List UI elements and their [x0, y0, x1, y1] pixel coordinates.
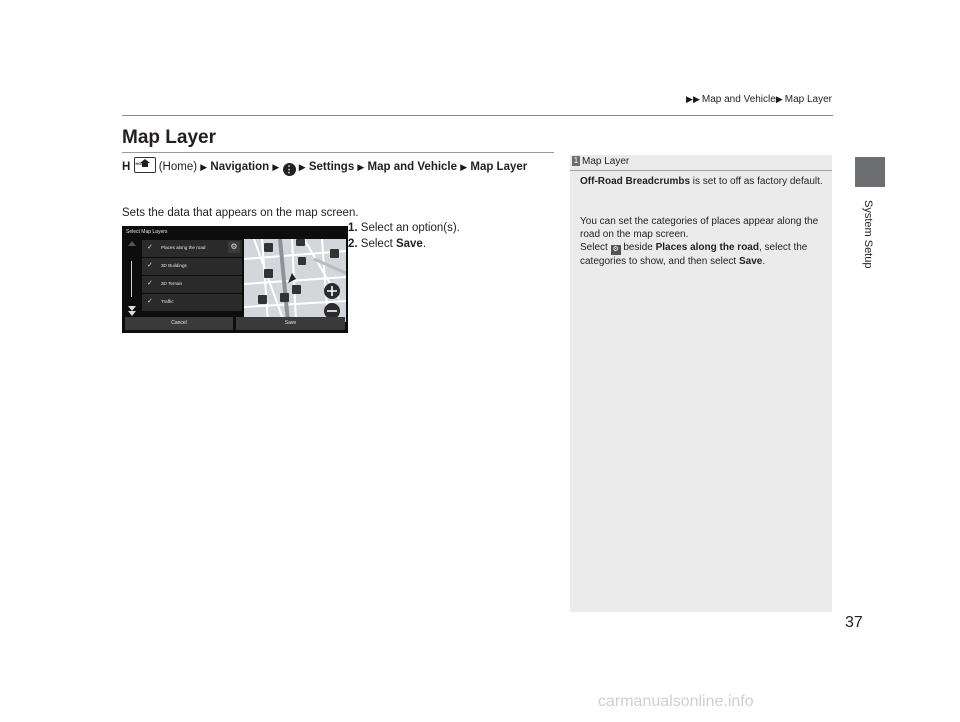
note-p2-save: Save: [739, 256, 763, 267]
step-2-post: .: [422, 238, 427, 250]
header-divider: [122, 115, 833, 116]
layer-option-3d-terrain[interactable]: ✓ 3D Terrain: [142, 276, 242, 293]
path-marker-icon: H: [122, 161, 131, 173]
path-navigation: Navigation: [210, 161, 270, 173]
path-arrow-icon: ▶: [298, 162, 306, 172]
map-layer-screenshot: [122, 226, 348, 333]
breadcrumb-part-1: Map and Vehicle: [701, 94, 776, 105]
note-paragraph-1: [580, 175, 825, 188]
watermark: carmanualsonline.info: [598, 693, 754, 710]
step-1-number: 1.: [348, 222, 358, 234]
intro-text: Sets the data that appears on the map screen.: [122, 207, 359, 219]
note-p2-places: Places along the road: [655, 242, 759, 253]
page-number: 37: [845, 614, 863, 631]
breadcrumb-part-2: Map Layer: [784, 94, 832, 105]
gear-icon[interactable]: ⚙: [228, 241, 240, 253]
save-button[interactable]: Save: [236, 317, 345, 330]
layer-option-3d-buildings[interactable]: ✓ 3D Buildings: [142, 258, 242, 275]
step-2-pre: Select: [360, 238, 396, 250]
map-preview: [244, 239, 346, 322]
breadcrumb: [686, 94, 832, 105]
note-p2-end: .: [762, 256, 766, 267]
step-1: [348, 222, 460, 234]
note-p2-beside: beside: [620, 242, 656, 253]
checkmark-icon: ✓: [147, 262, 153, 269]
step-2: [348, 238, 426, 250]
page-title: Map Layer: [122, 127, 216, 148]
title-divider: [122, 152, 554, 153]
step-2-number: 2.: [348, 238, 358, 250]
path-map-and-vehicle: Map and Vehicle: [367, 161, 458, 173]
checkmark-icon: ✓: [147, 298, 153, 305]
side-note-header: [570, 155, 832, 171]
scroll-up-icon[interactable]: [128, 241, 136, 246]
layer-option-traffic[interactable]: ✓ Traffic: [142, 294, 242, 311]
checkmark-icon: ✓: [147, 244, 153, 251]
path-settings: Settings: [308, 161, 355, 173]
side-note: [570, 155, 832, 612]
settings-gear-icon: ⚙: [612, 246, 619, 253]
note-paragraph-2: [580, 215, 830, 268]
path-arrow-icon: ▶: [272, 162, 280, 172]
more-options-icon: ⋮: [284, 164, 294, 174]
scroll-rail[interactable]: [124, 239, 140, 322]
breadcrumb-arrow-icon: ▶▶: [686, 94, 700, 104]
section-tab-marker: [855, 157, 885, 187]
home-icon: HOME: [134, 157, 156, 173]
path-arrow-icon: ▶: [357, 162, 365, 172]
note-divider: [570, 170, 832, 171]
step-2-save: Save: [395, 238, 423, 250]
scroll-bottom-icon[interactable]: [128, 311, 136, 316]
map-preview-drawing: [244, 239, 346, 322]
note-p2-select: Select: [580, 242, 611, 253]
path-arrow-icon: ▶: [460, 162, 468, 172]
cancel-button[interactable]: Cancel: [125, 317, 233, 330]
note-title: Map Layer: [582, 156, 630, 167]
scroll-bar[interactable]: [131, 261, 132, 297]
path-arrow-icon: ▶: [200, 162, 208, 172]
path-home-label: (Home): [158, 161, 198, 173]
note-number-badge: 1: [573, 156, 579, 165]
note-p2-text: You can set the categories of places appear along the road on the map screen.: [580, 216, 819, 240]
step-1-text: Select an option(s).: [360, 222, 460, 234]
path-map-layer: Map Layer: [470, 161, 528, 173]
note-p2-rest: , select the categories to show, and then select: [580, 242, 808, 267]
section-tab-label: System Setup: [862, 200, 874, 269]
screen-title: Select Map Layers: [126, 229, 168, 235]
menu-path: [122, 157, 552, 176]
note-p1-text: is set to off as factory default.: [690, 176, 823, 187]
breadcrumb-arrow-icon: ▶: [775, 94, 783, 104]
note-p1-bold: Off-Road Breadcrumbs: [580, 176, 691, 187]
checkmark-icon: ✓: [147, 280, 153, 287]
layer-option-places[interactable]: ✓ Places along the road: [142, 240, 242, 257]
